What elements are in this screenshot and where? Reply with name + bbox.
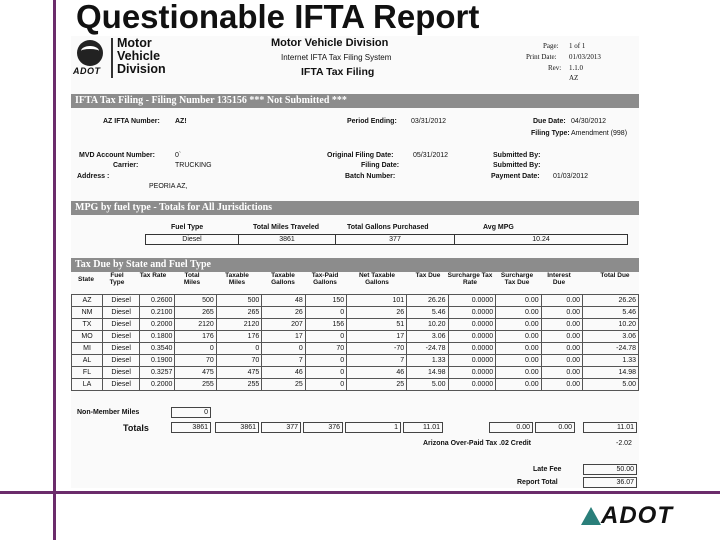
tax-cell: 7 (347, 355, 407, 367)
totals-label: Totals (123, 423, 149, 433)
tax-cell: 14.98 (583, 367, 639, 379)
tax-cell: 3.06 (583, 331, 639, 343)
tax-cell: 255 (216, 379, 262, 391)
address-value: PEORIA AZ, (149, 183, 188, 190)
tax-cell: 48 (262, 295, 305, 307)
tax-cell: 5.46 (583, 307, 639, 319)
page-value: 1 of 1 (569, 42, 586, 50)
carrier-value: TRUCKING (175, 162, 212, 169)
tax-cell: 26.26 (407, 295, 448, 307)
page-label: Page: (543, 42, 559, 50)
tax-cell: 0.00 (541, 295, 582, 307)
total-miles: 3861 (171, 422, 211, 433)
tax-cell: 0.00 (541, 307, 582, 319)
table-row (72, 379, 639, 391)
tax-cell: Diesel (103, 319, 140, 331)
tax-cell: 0 (305, 355, 346, 367)
tax-header: Tax Rate (139, 272, 167, 279)
tax-cell: 51 (347, 319, 407, 331)
mpg-cell: 377 (336, 235, 455, 245)
tax-cell: TX (72, 319, 103, 331)
report-title-2: Internet IFTA Tax Filing System (281, 53, 392, 62)
state-value: AZ (569, 74, 579, 82)
tax-cell: Diesel (103, 367, 140, 379)
org-line-2: Vehicle (117, 49, 161, 63)
original-filing-date-label: Original Filing Date: (327, 152, 394, 159)
tax-table (71, 294, 639, 391)
rev-label: Rev: (548, 64, 562, 72)
mpg-header-avg: Avg MPG (483, 224, 514, 231)
tax-cell: 255 (175, 379, 216, 391)
tax-cell: AL (72, 355, 103, 367)
tax-cell: 17 (262, 331, 305, 343)
tax-cell: 25 (262, 379, 305, 391)
tax-cell: 5.00 (583, 379, 639, 391)
tax-cell: 0.0000 (448, 367, 496, 379)
tax-cell: 0.0000 (448, 379, 496, 391)
tax-cell: 0.2000 (140, 319, 175, 331)
tax-header: State (78, 276, 94, 283)
late-fee-label: Late Fee (533, 466, 562, 473)
tax-cell: 0 (305, 367, 346, 379)
filing-type-label: Filing Type: (531, 130, 570, 137)
tax-cell: 0.0000 (448, 295, 496, 307)
tax-cell: 0.00 (496, 355, 542, 367)
mpg-header-fuel-type: Fuel Type (171, 224, 204, 231)
tax-header: Taxable Miles (225, 272, 249, 286)
tax-cell: 26 (347, 307, 407, 319)
tax-cell: 0.3540 (140, 343, 175, 355)
tax-header: Taxable Gallons (271, 272, 295, 286)
tax-cell: 5.00 (407, 379, 448, 391)
tax-cell: 0.00 (541, 319, 582, 331)
tax-header: Fuel Type (109, 272, 125, 286)
az-ifta-label: AZ IFTA Number: (103, 118, 160, 125)
tax-cell: 500 (175, 295, 216, 307)
due-date-label: Due Date: (533, 118, 566, 125)
tax-cell: 0.1800 (140, 331, 175, 343)
tax-cell: 0.00 (496, 379, 542, 391)
mvd-account-label: MVD Account Number: (79, 152, 155, 159)
filing-number-band: IFTA Tax Filing - Filing Number 135156 *** Not Submitted *** (71, 94, 639, 108)
slide-horizontal-rule (0, 491, 720, 494)
tax-cell: 0.00 (541, 343, 582, 355)
tax-cell: MO (72, 331, 103, 343)
tax-header: Total Due (600, 272, 630, 279)
tax-cell: 0 (305, 331, 346, 343)
tax-cell: 0.2100 (140, 307, 175, 319)
table-row (72, 367, 639, 379)
tax-cell: 26.26 (583, 295, 639, 307)
carrier-label: Carrier: (113, 162, 139, 169)
tax-cell: 17 (347, 331, 407, 343)
org-line-1: Motor (117, 36, 152, 50)
tax-cell: 0.00 (541, 367, 582, 379)
logo-org-name (117, 37, 166, 76)
rev-value: 1.1.0 (569, 64, 583, 72)
batch-number-label: Batch Number: (345, 173, 396, 180)
mpg-cell: 3861 (239, 235, 336, 245)
tax-cell: 0 (262, 343, 305, 355)
tax-cell: Diesel (103, 379, 140, 391)
tax-cell: 1.33 (407, 355, 448, 367)
overpaid-credit-label: Arizona Over-Paid Tax .02 Credit (423, 440, 532, 447)
tax-cell: -70 (347, 343, 407, 355)
tax-cell: 0 (216, 343, 262, 355)
tax-cell: 156 (305, 319, 346, 331)
tax-cell: 207 (262, 319, 305, 331)
tax-cell: 46 (262, 367, 305, 379)
tax-cell: MI (72, 343, 103, 355)
tax-header: Tax Due (415, 272, 441, 279)
table-row (72, 355, 639, 367)
total-taxable-miles: 3861 (215, 422, 259, 433)
tax-cell: AZ (72, 295, 103, 307)
tax-cell: 7 (262, 355, 305, 367)
tax-cell: 10.20 (407, 319, 448, 331)
total-tax-due: 11.01 (403, 422, 443, 433)
tax-cell: 500 (216, 295, 262, 307)
table-row (72, 295, 639, 307)
mpg-band: MPG by fuel type - Totals for All Jurisdictions (71, 201, 639, 215)
tax-cell: Diesel (103, 295, 140, 307)
tax-cell: 0.00 (541, 355, 582, 367)
tax-cell: 2120 (216, 319, 262, 331)
mpg-cell: Diesel (146, 235, 239, 245)
tax-cell: 3.06 (407, 331, 448, 343)
az-ifta-value: AZ! (175, 118, 187, 125)
tax-cell: LA (72, 379, 103, 391)
mpg-cell: 10.24 (455, 235, 628, 245)
report-title-1: Motor Vehicle Division (271, 37, 389, 49)
total-net-taxable: 1 (345, 422, 401, 433)
mpg-header-gallons: Total Gallons Purchased (347, 224, 429, 231)
tax-cell: 2120 (175, 319, 216, 331)
tax-cell: 0.00 (496, 295, 542, 307)
tax-cell: 176 (175, 331, 216, 343)
tax-cell: 70 (175, 355, 216, 367)
tax-cell: 0.0000 (448, 355, 496, 367)
table-row (146, 235, 628, 245)
tax-cell: 0.0000 (448, 319, 496, 331)
tax-cell: 0 (305, 379, 346, 391)
tax-cell: 0.0000 (448, 307, 496, 319)
tax-cell: Diesel (103, 307, 140, 319)
logo-adot-text: ADOT (73, 66, 101, 76)
slide-title: Questionable IFTA Report (76, 0, 480, 35)
payment-date-value: 01/03/2012 (553, 173, 589, 180)
report-total-value: 36.07 (583, 477, 637, 488)
tax-cell: 101 (347, 295, 407, 307)
tax-cell: Diesel (103, 355, 140, 367)
tax-due-band: Tax Due by State and Fuel Type (71, 258, 639, 272)
total-due: 11.01 (583, 422, 637, 433)
table-row (72, 307, 639, 319)
tax-cell: Diesel (103, 331, 140, 343)
logo-divider (111, 38, 113, 78)
tax-cell: 1.33 (583, 355, 639, 367)
tax-cell: 0.0000 (448, 331, 496, 343)
mvd-seal-icon (77, 40, 103, 66)
mvd-account-value: 0` (175, 152, 182, 159)
tax-cell: 0.00 (496, 343, 542, 355)
org-line-3: Division (117, 62, 166, 76)
total-surcharge-due: 0.00 (489, 422, 533, 433)
submitted-by-label: Submitted By: (493, 152, 541, 159)
tax-cell: 0 (175, 343, 216, 355)
tax-cell: 150 (305, 295, 346, 307)
tax-cell: 265 (175, 307, 216, 319)
tax-cell: 0.3257 (140, 367, 175, 379)
payment-date-label: Payment Date: (491, 173, 540, 180)
address-label: Address : (77, 173, 110, 180)
tax-cell: 475 (216, 367, 262, 379)
tax-cell: 0.2600 (140, 295, 175, 307)
ifta-report-document (71, 36, 639, 488)
non-member-label: Non-Member Miles (77, 409, 140, 416)
tax-header: Interest Due (547, 272, 571, 286)
filing-date-label: Filing Date: (361, 162, 400, 169)
tax-cell: 5.46 (407, 307, 448, 319)
non-member-value: 0 (171, 407, 211, 418)
tax-cell: 46 (347, 367, 407, 379)
mpg-header-miles: Total Miles Traveled (253, 224, 320, 231)
late-fee-value: 50.00 (583, 464, 637, 475)
tax-header: Tax-Paid Gallons (311, 272, 339, 286)
tax-cell: -24.78 (407, 343, 448, 355)
mpg-table (145, 234, 628, 245)
tax-cell: 26 (262, 307, 305, 319)
tax-cell: 0.00 (496, 367, 542, 379)
total-taxable-gallons: 377 (261, 422, 301, 433)
tax-cell: FL (72, 367, 103, 379)
table-row (72, 331, 639, 343)
adot-footer-text: ADOT (601, 502, 673, 529)
total-interest-due: 0.00 (535, 422, 575, 433)
table-row (72, 319, 639, 331)
print-date-value: 01/03/2013 (569, 53, 601, 61)
tax-cell: 14.98 (407, 367, 448, 379)
tax-cell: 265 (216, 307, 262, 319)
total-tax-paid-gallons: 376 (303, 422, 343, 433)
tax-cell: 0.00 (541, 379, 582, 391)
adot-triangle-icon (581, 507, 601, 525)
tax-cell: 0.2000 (140, 379, 175, 391)
tax-table-header (71, 272, 639, 294)
tax-cell: NM (72, 307, 103, 319)
period-ending-label: Period Ending: (347, 118, 397, 125)
tax-header: Net Taxable Gallons (358, 272, 395, 286)
tax-cell: 0.00 (496, 307, 542, 319)
tax-cell: 0.0000 (448, 343, 496, 355)
tax-cell: 0.00 (496, 331, 542, 343)
tax-header: Surcharge Tax Rate (447, 272, 493, 286)
tax-cell: 0.1900 (140, 355, 175, 367)
tax-cell: 176 (216, 331, 262, 343)
tax-cell: 70 (305, 343, 346, 355)
table-row (72, 343, 639, 355)
tax-cell: 10.20 (583, 319, 639, 331)
tax-cell: 0.00 (496, 319, 542, 331)
filing-type-value: Amendment (998) (571, 130, 628, 137)
print-date-label: Print Date: (526, 53, 557, 61)
tax-cell: 0.00 (541, 331, 582, 343)
tax-cell: 25 (347, 379, 407, 391)
submitted-by-2-label: Submitted By: (493, 162, 541, 169)
tax-cell: 70 (216, 355, 262, 367)
report-total-label: Report Total (517, 479, 558, 486)
tax-header: Total Miles (183, 272, 201, 286)
period-ending-value: 03/31/2012 (411, 118, 447, 125)
tax-cell: Diesel (103, 343, 140, 355)
tax-cell: 475 (175, 367, 216, 379)
overpaid-credit-value: -2.02 (616, 440, 632, 447)
original-filing-date-value: 05/31/2012 (413, 152, 449, 159)
report-title-3: IFTA Tax Filing (301, 66, 375, 78)
adot-footer-logo (581, 502, 673, 530)
slide-vertical-rule (53, 0, 56, 540)
due-date-value: 04/30/2012 (571, 118, 607, 125)
tax-header: Surcharge Tax Due (500, 272, 534, 286)
tax-cell: -24.78 (583, 343, 639, 355)
tax-cell: 0 (305, 307, 346, 319)
